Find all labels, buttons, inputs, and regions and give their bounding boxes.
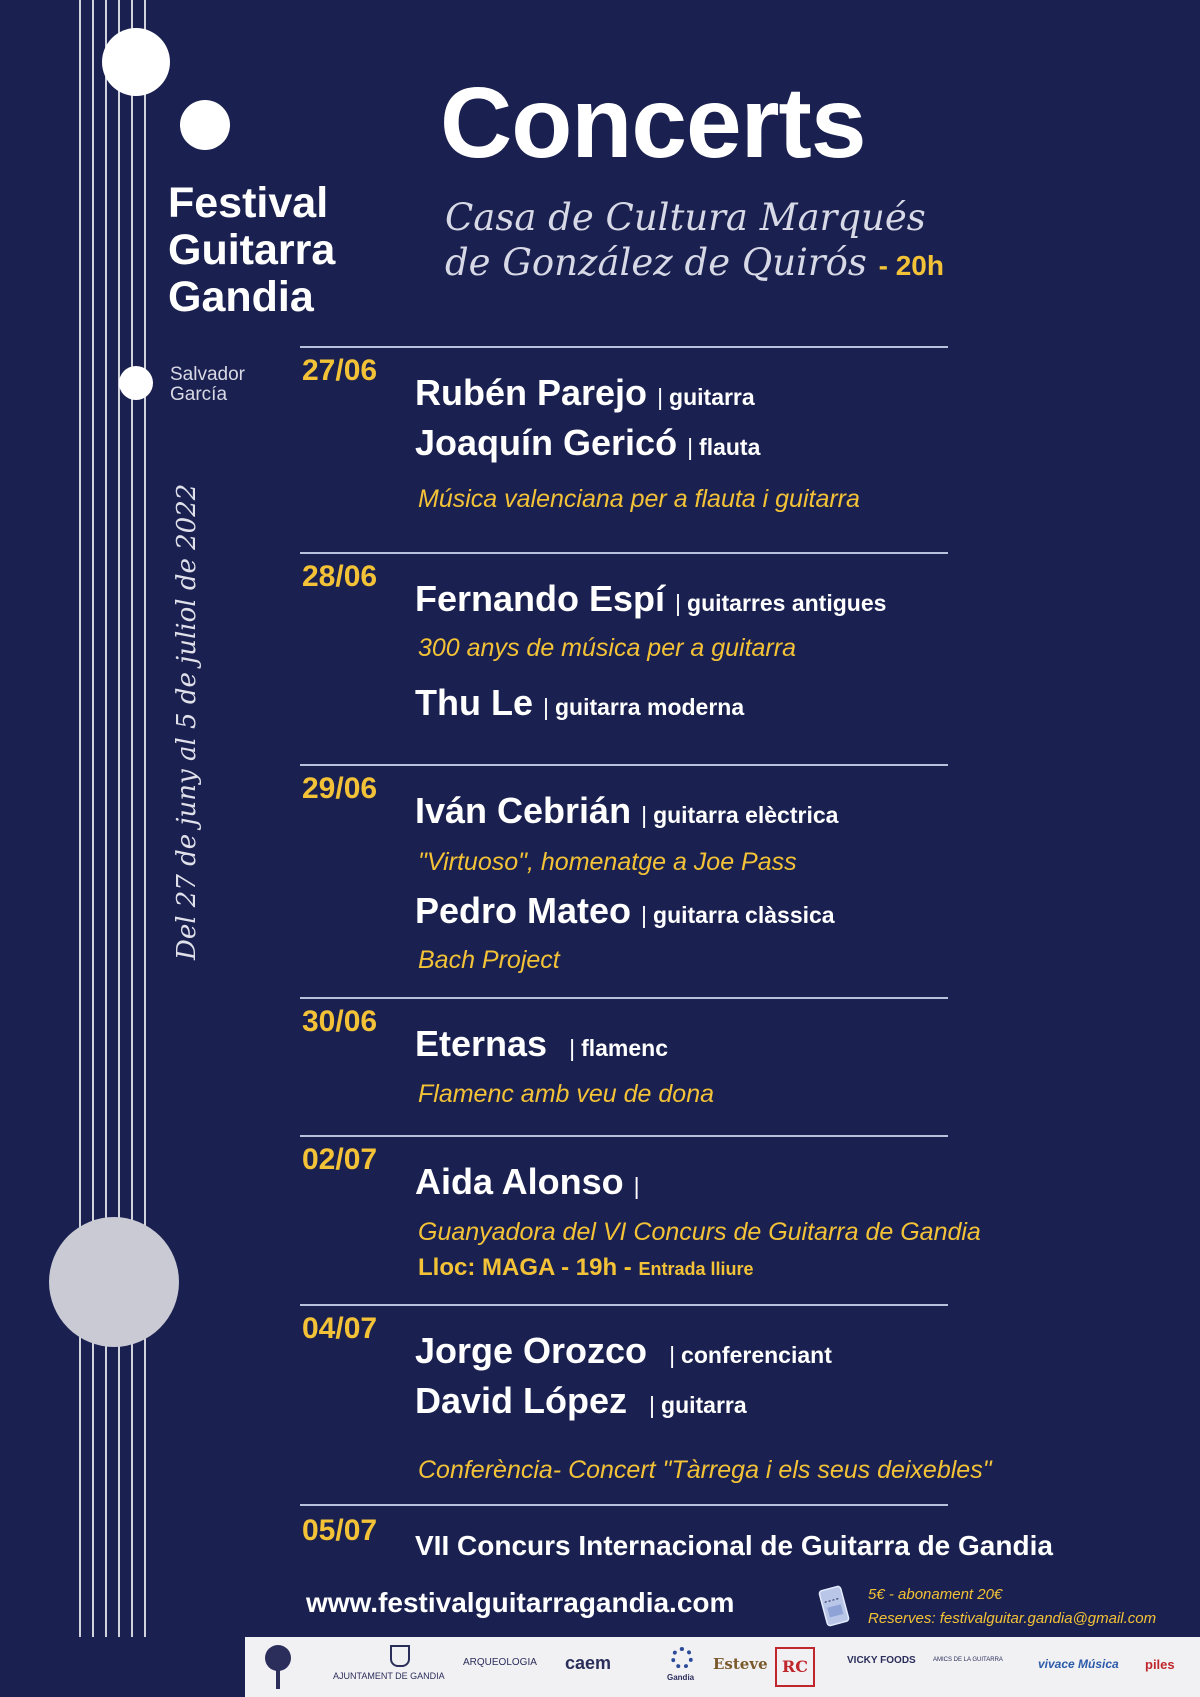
decor-circle-large bbox=[49, 1217, 179, 1347]
performer-name: Eternas bbox=[415, 1023, 548, 1064]
concert-date: 29/06 bbox=[302, 772, 378, 805]
concert-description: Bach Project bbox=[418, 946, 560, 974]
performer: David López | guitarra bbox=[415, 1380, 747, 1421]
performer-name: Iván Cebrián bbox=[415, 790, 632, 831]
sponsor-logo: AJUNTAMENT DE GANDIA bbox=[333, 1671, 445, 1681]
price-info bbox=[868, 1583, 1156, 1631]
venue bbox=[445, 195, 965, 288]
concert-description: Guanyadora del VI Concurs de Guitarra de Gandia bbox=[418, 1218, 981, 1246]
performer-role: conferenciant bbox=[681, 1342, 832, 1368]
performer: Aida Alonso | bbox=[415, 1161, 640, 1202]
performer-name: Fernando Espí bbox=[415, 578, 666, 619]
location-text: Lloc: MAGA - 19h - bbox=[418, 1254, 632, 1281]
contest-title: VII Concurs Internacional de Guitarra de Gandia bbox=[415, 1530, 1053, 1561]
concert-description: Flamenc amb veu de dona bbox=[418, 1080, 715, 1108]
divider bbox=[300, 552, 948, 554]
venue-name: Casa de Cultura Marqués de González de Quirós bbox=[445, 196, 926, 284]
performer-name: Aida Alonso bbox=[415, 1161, 624, 1202]
author-name: Salvador García bbox=[170, 364, 245, 405]
sponsor-logo: ARQUEOLOGIA bbox=[463, 1657, 537, 1668]
concert-description: 300 anys de música per a guitarra bbox=[418, 634, 796, 662]
performer-name: Joaquín Gericó bbox=[415, 422, 678, 463]
sponsor-logo: piles bbox=[1145, 1657, 1175, 1672]
concert-location bbox=[418, 1254, 753, 1282]
concert-date: 28/06 bbox=[302, 560, 378, 593]
performer: Joaquín Gericó | flauta bbox=[415, 422, 761, 463]
performer-role: flauta bbox=[699, 434, 761, 460]
decor-circle bbox=[102, 28, 170, 96]
performer-name: Thu Le bbox=[415, 682, 533, 723]
performer-role: guitarra elèctrica bbox=[653, 802, 839, 828]
performer: Pedro Mateo | guitarra clàssica bbox=[415, 890, 835, 931]
entry-text: Entrada lliure bbox=[638, 1259, 754, 1279]
sponsor-bar bbox=[245, 1637, 1200, 1697]
concert-description: "Virtuoso", homenatge a Joe Pass bbox=[418, 848, 797, 876]
performer-role: guitarra moderna bbox=[554, 694, 745, 720]
sponsor-logo: AMICS DE LA GUITARRA bbox=[933, 1657, 1003, 1663]
performer: Iván Cebrián | guitarra elèctrica bbox=[415, 790, 839, 831]
performer-name: Rubén Parejo bbox=[415, 372, 648, 413]
coat-of-arms-icon bbox=[390, 1645, 410, 1667]
website-link[interactable]: www.festivalguitarragandia.com bbox=[306, 1587, 735, 1618]
concert-description: Conferència- Concert "Tàrrega i els seus deixebles" bbox=[418, 1456, 992, 1484]
divider bbox=[300, 997, 948, 999]
concert-date: 04/07 bbox=[302, 1312, 378, 1345]
concert-date: 27/06 bbox=[302, 354, 378, 387]
divider bbox=[300, 346, 948, 348]
performer: Eternas | flamenc bbox=[415, 1023, 668, 1064]
performer-name: David López bbox=[415, 1380, 628, 1421]
performer: Rubén Parejo | guitarra bbox=[415, 372, 755, 413]
performer-role: guitarres antigues bbox=[687, 590, 887, 616]
performer: Jorge Orozco | conferenciant bbox=[415, 1330, 832, 1371]
performer-name: Pedro Mateo bbox=[415, 890, 632, 931]
gandia-logo-icon bbox=[671, 1647, 693, 1669]
festival-dates: Del 27 de juny al 5 de juliol de 2022 bbox=[172, 483, 202, 960]
concert-date: 05/07 bbox=[302, 1514, 378, 1547]
performer: Thu Le | guitarra moderna bbox=[415, 682, 745, 723]
sponsor-logo: vivace Música bbox=[1038, 1657, 1119, 1671]
price-text: 5€ - abonament 20€ bbox=[868, 1586, 1003, 1603]
sponsor-logo: RC bbox=[775, 1647, 815, 1687]
divider bbox=[300, 1135, 948, 1137]
sponsor-logo: caem bbox=[565, 1653, 612, 1673]
performer-role: flamenc bbox=[581, 1035, 668, 1061]
sponsor-logo: VICKY FOODS bbox=[847, 1655, 916, 1666]
reservation-text: Reserves: festivalguitar.gandia@gmail.com bbox=[868, 1610, 1157, 1627]
venue-time: - 20h bbox=[878, 250, 944, 281]
sponsor-logo-cultura bbox=[265, 1645, 291, 1689]
performer-role: guitarra bbox=[661, 1392, 747, 1418]
performer-role: guitarra clàssica bbox=[653, 902, 835, 928]
sponsor-logo: Esteve bbox=[713, 1655, 768, 1673]
performer: Fernando Espí | guitarres antigues bbox=[415, 578, 887, 619]
performer-name: Jorge Orozco bbox=[415, 1330, 648, 1371]
concert-description: Música valenciana per a flauta i guitarra bbox=[418, 485, 860, 513]
divider bbox=[300, 764, 948, 766]
concert-date: 02/07 bbox=[302, 1143, 378, 1176]
ticket-icon bbox=[818, 1584, 850, 1628]
festival-name: Festival Guitarra Gandia bbox=[168, 179, 336, 321]
divider bbox=[300, 1304, 948, 1306]
performer-role: guitarra bbox=[669, 384, 755, 410]
divider bbox=[300, 1504, 948, 1506]
decor-circle bbox=[180, 100, 230, 150]
concert-date: 30/06 bbox=[302, 1005, 378, 1038]
sponsor-logo: Gandia bbox=[667, 1673, 695, 1682]
page-title: Concerts bbox=[440, 67, 866, 179]
decor-circle bbox=[119, 366, 153, 400]
